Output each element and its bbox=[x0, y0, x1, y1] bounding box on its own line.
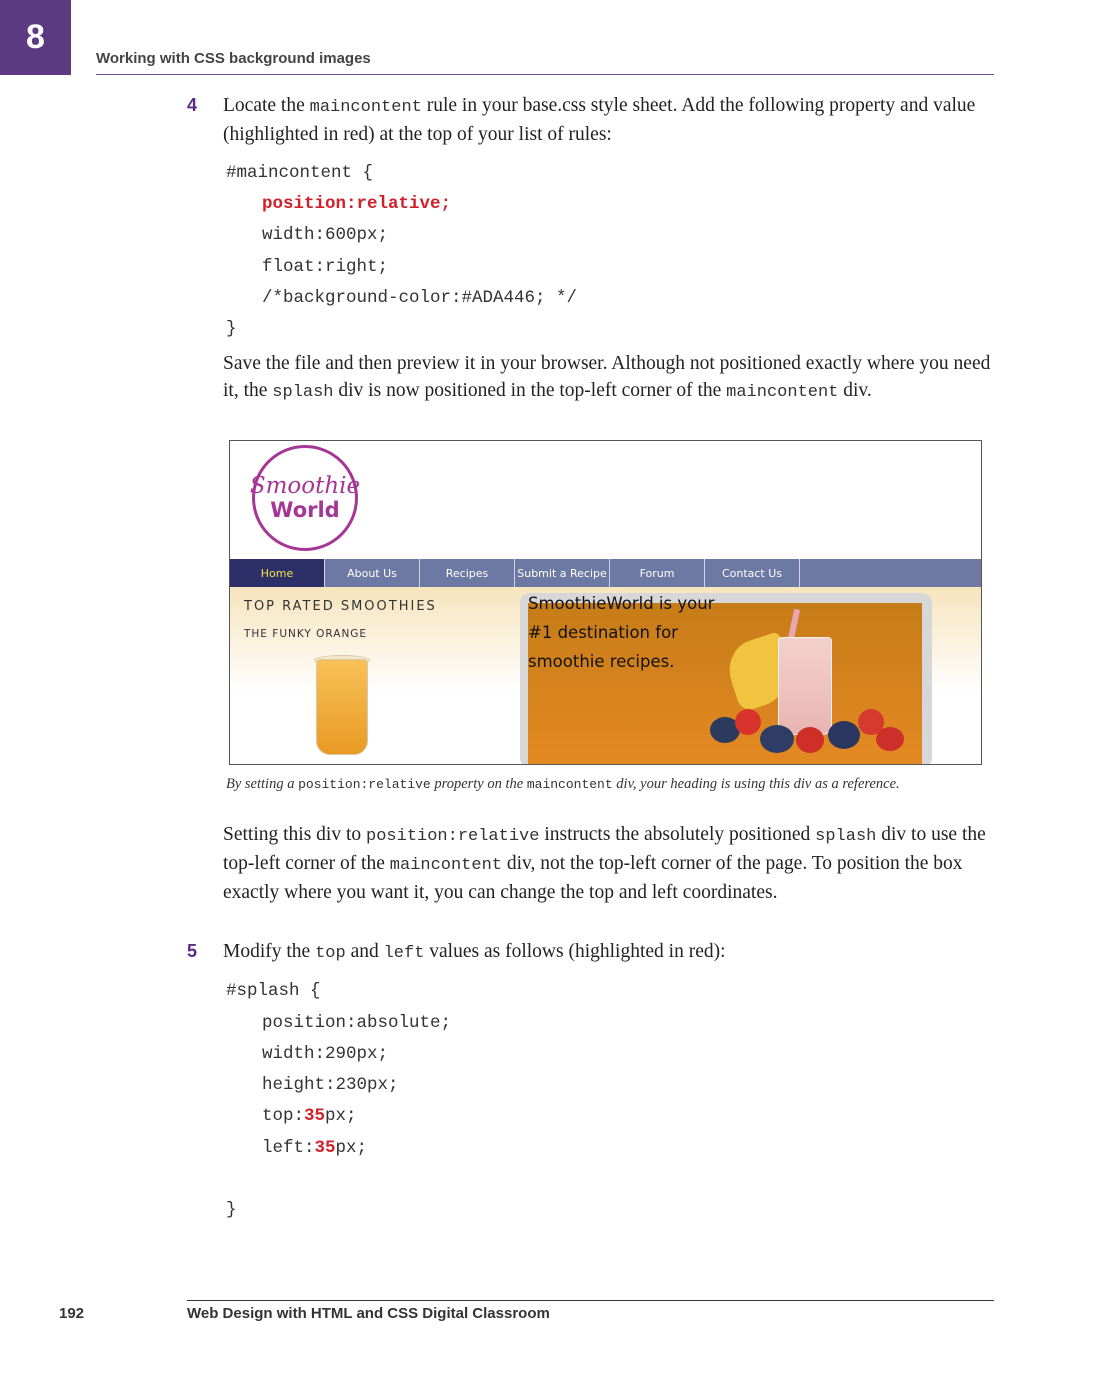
code2-line-height: height:230px; bbox=[262, 1075, 399, 1095]
splash-text: SmoothieWorld is your #1 destination for smoothie recipes. bbox=[528, 594, 715, 671]
code1-line-float: float:right; bbox=[262, 257, 389, 277]
nav-item-forum[interactable]: Forum bbox=[610, 559, 705, 587]
code2-line-top: top:35px; bbox=[262, 1106, 357, 1126]
nav-item-recipes[interactable]: Recipes bbox=[420, 559, 515, 587]
code1-line-position: position:relative; bbox=[262, 194, 452, 214]
step-number-5: 5 bbox=[187, 941, 198, 961]
page-number: 192 bbox=[59, 1305, 85, 1322]
logo-text-bottom: World bbox=[270, 498, 340, 522]
code1-line-comment: /*background-color:#ADA446; */ bbox=[262, 288, 578, 308]
chapter-title: Working with CSS background images bbox=[96, 50, 371, 67]
figure-caption: By setting a position:relative property on the maincontent div, your heading is using this div as a reference. bbox=[226, 776, 900, 792]
orange-smoothie-glass-image bbox=[316, 659, 368, 755]
strawberry-image bbox=[876, 727, 904, 751]
save-paragraph: Save the file and then preview it in your browser. Although not positioned exactly where you need it, the splash div is now positioned in the top-left corner of the maincontent div. bbox=[223, 353, 991, 402]
header-rule bbox=[96, 74, 994, 75]
nav-item-about-us[interactable]: About Us bbox=[325, 559, 420, 587]
strawberry-smoothie-image bbox=[778, 637, 832, 735]
logo-text-top: Smoothie bbox=[249, 473, 361, 499]
step-number-4: 4 bbox=[187, 95, 198, 115]
blueberries-image bbox=[760, 725, 794, 753]
nav-item-submit-recipe[interactable]: Submit a Recipe bbox=[515, 559, 610, 587]
funky-orange-subheading: THE FUNKY ORANGE bbox=[244, 628, 368, 640]
step4-text: Locate the maincontent rule in your base.css style sheet. Add the following property and value (highlighted in red) at the top of your list of rules: bbox=[223, 95, 976, 145]
top-rated-heading: TOP RATED SMOOTHIES bbox=[244, 599, 437, 614]
book-title: Web Design with HTML and CSS Digital Classroom bbox=[187, 1305, 550, 1322]
chapter-number-tab: 8 bbox=[0, 0, 71, 75]
code1-line-width: width:600px; bbox=[262, 225, 389, 245]
strawberry-image bbox=[735, 709, 761, 735]
code2-open: #splash { bbox=[226, 981, 321, 1001]
footer-rule bbox=[187, 1300, 994, 1301]
code1-open: #maincontent { bbox=[226, 163, 374, 183]
setting-paragraph: Setting this div to position:relative instructs the absolutely positioned splash div to use the top-left corner of the maincontent div, not the top-left corner of the page. To position the box exactly where you want it, you can change the top and left coordinates. bbox=[223, 824, 986, 903]
strawberry-image bbox=[796, 727, 824, 753]
code2-line-position: position:absolute; bbox=[262, 1013, 452, 1033]
site-nav-bar bbox=[230, 559, 981, 587]
browser-screenshot-figure bbox=[229, 440, 982, 765]
nav-item-contact-us[interactable]: Contact Us bbox=[705, 559, 800, 587]
smoothie-world-logo bbox=[249, 445, 361, 551]
code2-line-left: left:35px; bbox=[262, 1138, 368, 1158]
code1-close: } bbox=[226, 319, 237, 339]
step5-text: Modify the top and left values as follows (highlighted in red): bbox=[223, 941, 726, 963]
blueberries-image bbox=[828, 721, 860, 749]
code2-line-width: width:290px; bbox=[262, 1044, 389, 1064]
nav-item-home[interactable]: Home bbox=[230, 559, 325, 587]
code2-close: } bbox=[226, 1200, 237, 1220]
